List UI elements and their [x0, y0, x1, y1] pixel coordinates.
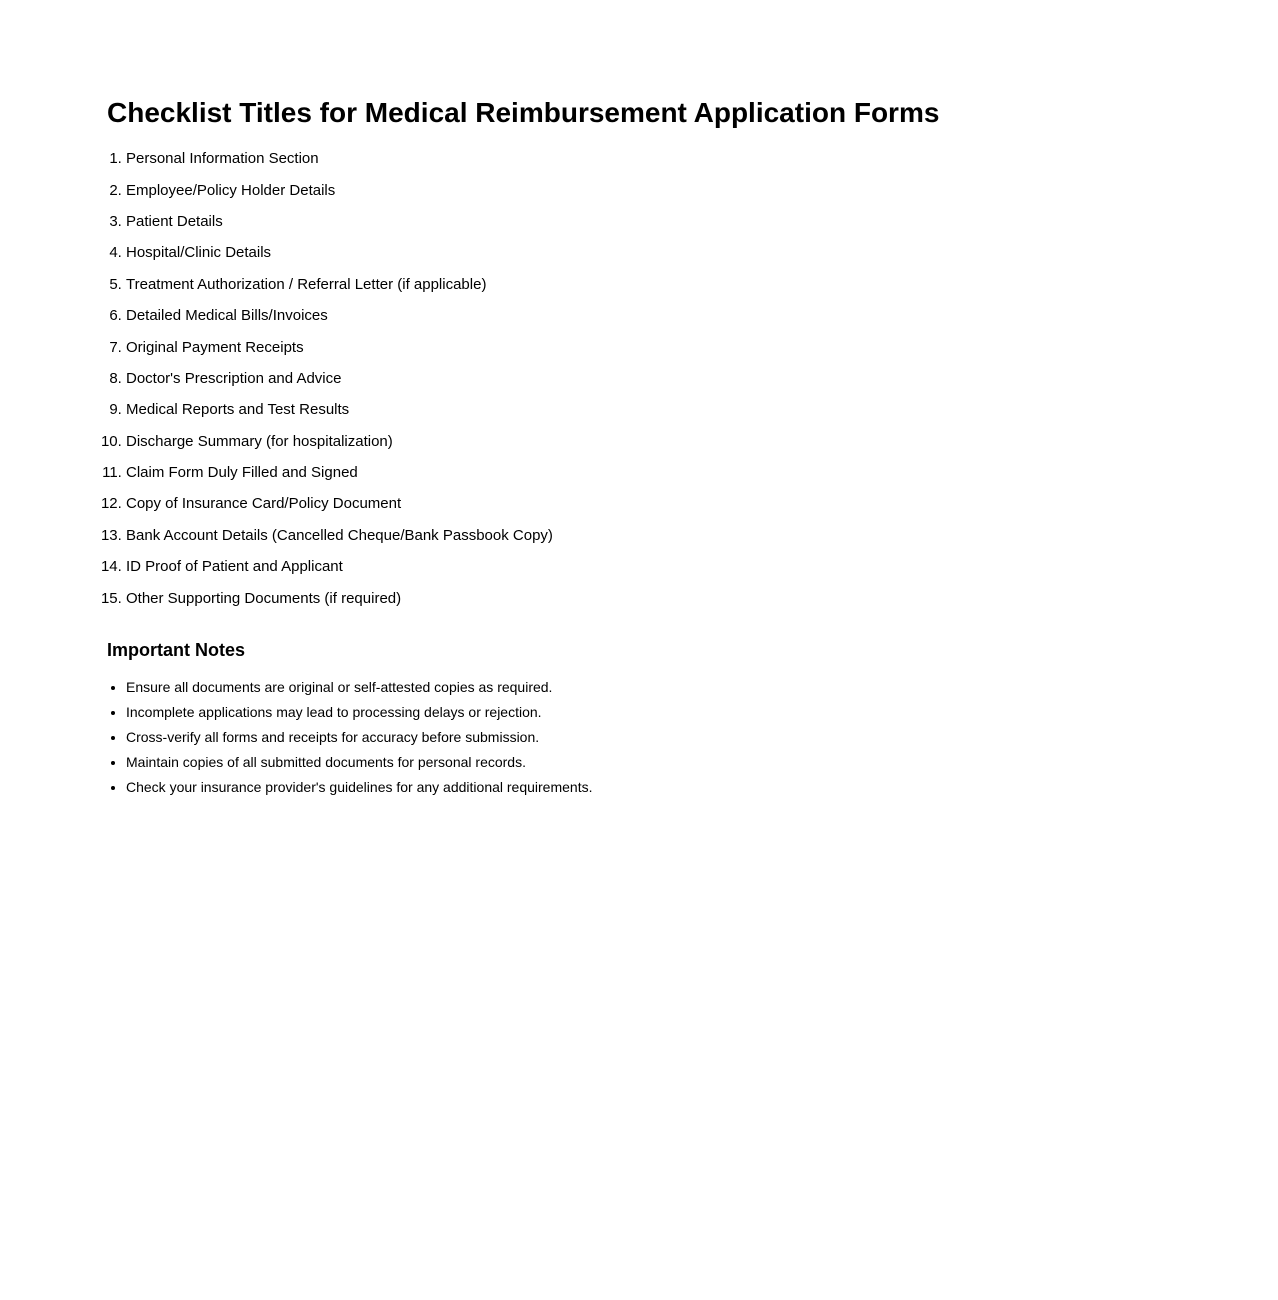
page-title: Checklist Titles for Medical Reimbursement Application Forms [107, 97, 940, 128]
checklist-item: 7. Original Payment Receipts [126, 339, 1218, 357]
notes-heading: Important Notes [107, 639, 246, 660]
checklist-item: 10. Discharge Summary (for hospitalization) [126, 433, 1218, 451]
note-item: • Check your insurance provider's guidelines for any additional requirements. [126, 775, 1218, 800]
note-item: • Maintain copies of all submitted documents for personal records. [126, 750, 1218, 775]
checklist-item: 2. Employee/Policy Holder Details [126, 182, 1218, 200]
checklist-item: 11. Claim Form Duly Filled and Signed [126, 464, 1218, 482]
checklist-item: 4. Hospital/Clinic Details [126, 244, 1218, 262]
checklist-item: 3. Patient Details [126, 213, 1218, 231]
checklist-item: 8. Doctor's Prescription and Advice [126, 370, 1218, 388]
note-item: • Incomplete applications may lead to processing delays or rejection. [126, 700, 1218, 725]
checklist-item: 13. Bank Account Details (Cancelled Cheque/Bank Passbook Copy) [126, 527, 1218, 545]
note-item: • Ensure all documents are original or self-attested copies as required. [126, 675, 1218, 700]
checklist [107, 150, 1218, 607]
checklist-item: 14. ID Proof of Patient and Applicant [126, 558, 1218, 576]
checklist-item: 1. Personal Information Section [126, 150, 1218, 168]
checklist-item: 5. Treatment Authorization / Referral Letter (if applicable) [126, 276, 1218, 294]
checklist-item: 12. Copy of Insurance Card/Policy Document [126, 495, 1218, 513]
notes-list [107, 675, 1218, 800]
note-item: • Cross-verify all forms and receipts for accuracy before submission. [126, 725, 1218, 750]
checklist-item: 6. Detailed Medical Bills/Invoices [126, 307, 1218, 325]
checklist-item: 9. Medical Reports and Test Results [126, 401, 1218, 419]
checklist-item: 15. Other Supporting Documents (if required) [126, 590, 1218, 608]
